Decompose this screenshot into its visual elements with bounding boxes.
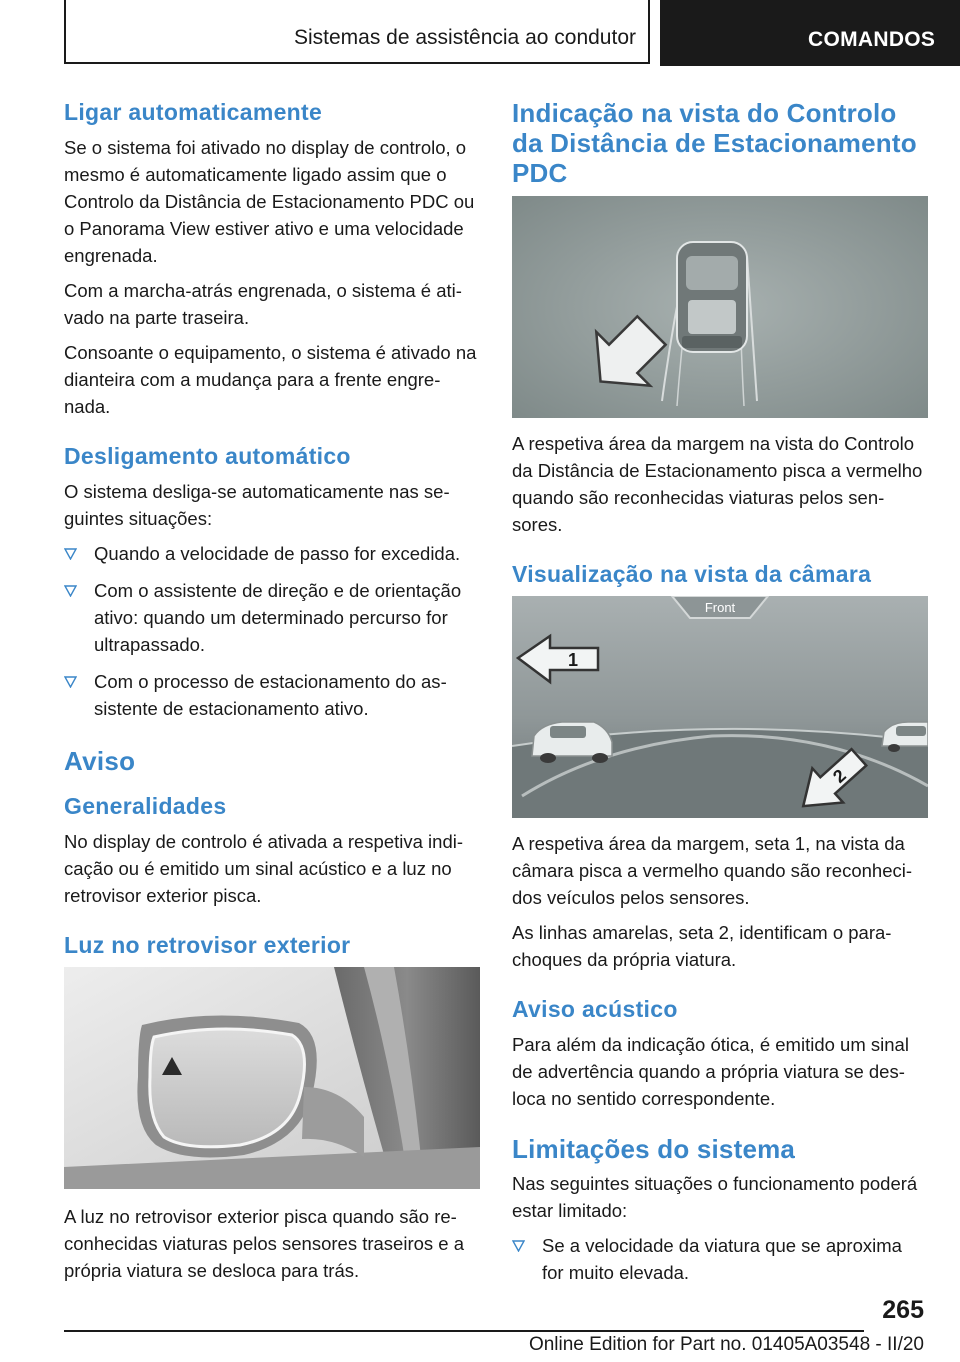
para-camara-2: As linhas amarelas, seta 2, identificam o para-choques da própria viatura. bbox=[512, 922, 892, 970]
list-item-text: Com o assistente de direção e de orientação ativo: quando um determinado percurso for ultrapassado. bbox=[94, 580, 462, 655]
para-ligar-2: Com a marcha-atrás engrenada, o sistema é ativado na parte traseira. bbox=[64, 280, 462, 328]
bullet-list-limitacoes bbox=[512, 1232, 928, 1286]
para-generalidades: No display de controlo é ativada a respetiva indicação ou é emitido um sinal acústico e a luz no retrovisor exterior pisca. bbox=[64, 831, 464, 906]
left-column bbox=[64, 98, 480, 1292]
heading-aviso-acustico: Aviso acústico bbox=[512, 996, 678, 1022]
footer-edition: Online Edition for Part no. 01405A03548 - II/20 bbox=[528, 1334, 924, 1355]
para-desligamento: O sistema desliga-se automaticamente nas seguintes situações: bbox=[64, 481, 450, 529]
header-chapter-tab bbox=[660, 0, 960, 66]
bullet-triangle-icon bbox=[512, 1239, 525, 1252]
para-indicacao-pdc: A respetiva área da margem na vista do Controlo da Distância de Estacionamento pisca a vermelho quando são reconhecidas viaturas pelos sensores. bbox=[512, 433, 923, 535]
para-ligar-1: Se o sistema foi ativado no display de controlo, o mesmo é automaticamente ligado assim que o Controlo da Distância de Estacionamento PDC ou o Panorama View estiver ativo e uma velocidade engrenada. bbox=[64, 137, 475, 266]
heading-ligar: Ligar automaticamente bbox=[64, 99, 323, 125]
list-item bbox=[64, 577, 480, 658]
list-item bbox=[512, 1232, 928, 1286]
header-chapter-title: COMANDOS bbox=[808, 28, 936, 51]
heading-luz-retrovisor: Luz no retrovisor exterior bbox=[64, 932, 351, 958]
list-item bbox=[64, 668, 480, 722]
list-item bbox=[64, 540, 480, 567]
list-item-text: Quando a velocidade de passo for excedida. bbox=[94, 543, 461, 564]
footer-divider bbox=[64, 1330, 864, 1332]
list-item-text: Com o processo de estacionamento do assistente de estacionamento ativo. bbox=[94, 671, 447, 719]
arrow-1-label: 1 bbox=[568, 650, 579, 670]
bullet-triangle-icon bbox=[64, 547, 77, 560]
heading-generalidades: Generalidades bbox=[64, 793, 227, 819]
pdc-view-illustration bbox=[512, 196, 928, 418]
heading-indicacao-pdc: Indicação na vista do Controlo da Distância de Estacionamento PDC bbox=[512, 98, 917, 188]
right-column bbox=[512, 98, 928, 1296]
arrow-2-label: 2 bbox=[829, 765, 850, 787]
mirror-illustration bbox=[64, 967, 480, 1189]
camera-view-illustration bbox=[512, 596, 928, 818]
list-item-text: Se a velocidade da viatura que se aproxima for muito elevada. bbox=[542, 1235, 902, 1283]
page-number: 265 bbox=[882, 1296, 924, 1324]
heading-aviso: Aviso bbox=[64, 746, 136, 776]
bullet-triangle-icon bbox=[64, 584, 77, 597]
para-aviso-acustico: Para além da indicação ótica, é emitido um sinal de advertência quando a própria viatura se desloca no sentido correspondente. bbox=[512, 1034, 909, 1109]
bullet-triangle-icon bbox=[64, 675, 77, 688]
heading-desligamento: Desligamento automático bbox=[64, 443, 351, 469]
heading-visualizacao-camara: Visualização na vista da câmara bbox=[512, 561, 872, 587]
para-camara-1: A respetiva área da margem, seta 1, na vista da câmara pisca a vermelho quando são reconhecidos veículos pelos sensores. bbox=[512, 833, 913, 908]
para-limitacoes: Nas seguintes situações o funcionamento poderá estar limitado: bbox=[512, 1173, 918, 1221]
header-section-title: Sistemas de assistência ao condutor bbox=[293, 26, 636, 49]
para-ligar-3: Consoante o equipamento, o sistema é ativado na dianteira com a mudança para a frente engrenada. bbox=[64, 342, 477, 417]
para-luz-retrovisor: A luz no retrovisor exterior pisca quando são reconhecidas viaturas pelos sensores traseiros e a própria viatura se desloca para trás. bbox=[64, 1206, 465, 1281]
camera-front-label: Front bbox=[704, 600, 736, 615]
bullet-list-desligamento bbox=[64, 540, 480, 722]
heading-limitacoes: Limitações do sistema bbox=[512, 1134, 796, 1164]
header-section-box bbox=[64, 0, 650, 64]
